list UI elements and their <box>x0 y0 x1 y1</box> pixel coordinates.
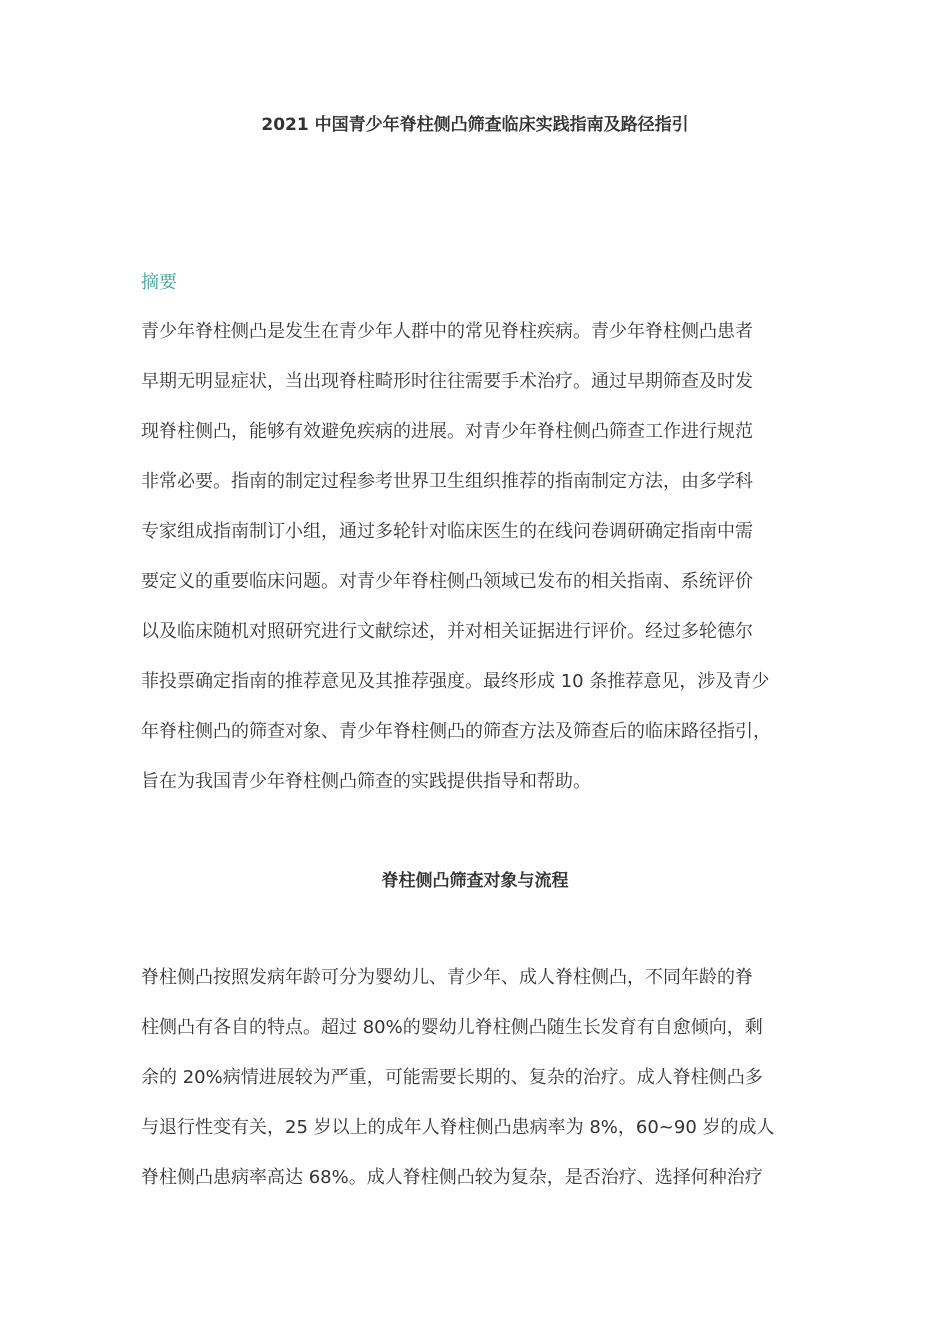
abstract-line: 专家组成指南制订小组，通过多轮针对临床医生的在线问卷调研确定指南中需 <box>141 521 753 542</box>
section-heading: 脊柱侧凸筛查对象与流程 <box>381 871 569 891</box>
section-paragraph <box>141 964 811 1214</box>
abstract-line: 菲投票确定指南的推荐意见及其推荐强度。最终形成 10 条推荐意见，涉及青少 <box>141 671 770 692</box>
abstract-line: 青少年脊柱侧凸是发生在青少年人群中的常见脊柱疾病。青少年脊柱侧凸患者 <box>141 321 753 342</box>
abstract-line: 年脊柱侧凸的筛查对象、青少年脊柱侧凸的筛查方法及筛查后的临床路径指引， <box>141 721 771 742</box>
abstract-line: 早期无明显症状，当出现脊柱畸形时往往需要手术治疗。通过早期筛查及时发 <box>141 371 753 392</box>
abstract-line: 旨在为我国青少年脊柱侧凸筛查的实践提供指导和帮助。 <box>141 771 591 792</box>
abstract-line: 现脊柱侧凸，能够有效避免疾病的进展。对青少年脊柱侧凸筛查工作进行规范 <box>141 421 753 442</box>
abstract-line: 要定义的重要临床问题。对青少年脊柱侧凸领域已发布的相关指南、系统评价 <box>141 571 753 592</box>
abstract-label: 摘要 <box>141 272 177 293</box>
section-line: 脊柱侧凸按照发病年龄可分为婴幼儿、青少年、成人脊柱侧凸，不同年龄的脊 <box>141 967 753 988</box>
section-line: 脊柱侧凸患病率高达 68%。成人脊柱侧凸较为复杂，是否治疗、选择何种治疗 <box>141 1167 763 1188</box>
document-title: 2021 中国青少年脊柱侧凸筛查临床实践指南及路径指引 <box>261 115 689 135</box>
section-line: 柱侧凸有各自的特点。超过 80%的婴幼儿脊柱侧凸随生长发育有自愈倾向，剩 <box>141 1017 763 1038</box>
section-line: 余的 20%病情进展较为严重，可能需要长期的、复杂的治疗。成人脊柱侧凸多 <box>141 1067 763 1088</box>
section-line: 与退行性变有关，25 岁以上的成年人脊柱侧凸患病率为 8%，60~90 岁的成人 <box>141 1117 775 1138</box>
abstract-line: 非常必要。指南的制定过程参考世界卫生组织推荐的指南制定方法，由多学科 <box>141 471 753 492</box>
abstract-line: 以及临床随机对照研究进行文献综述，并对相关证据进行评价。经过多轮德尔 <box>141 621 753 642</box>
abstract-paragraph <box>141 318 811 818</box>
